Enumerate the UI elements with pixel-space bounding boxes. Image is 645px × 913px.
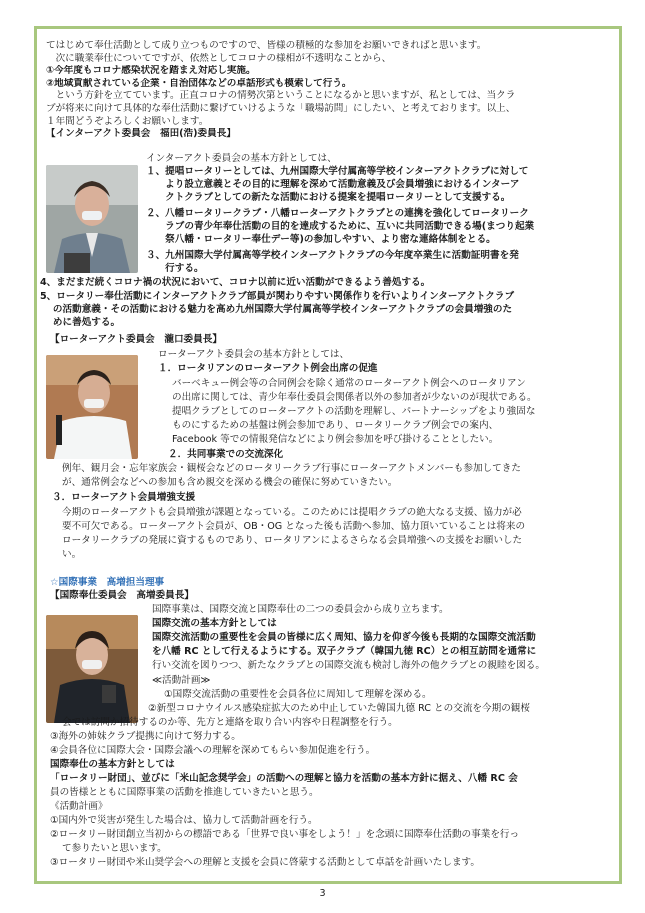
intl-policy-line: 行い交流を図りつつ、新たなクラブとの国際交流も検討し海外の他クラブとの親睦を図る。	[152, 660, 545, 671]
rotaract-sub3: ３．ローターアクト会員増強支援	[52, 492, 196, 503]
intl-plan-b-item: ②ロータリー財団創立当初からの標語である「世界で良い事をしよう！」を念頭に国際奉仕活動の事業を行っ	[50, 829, 520, 840]
intl-plan-b-item: て参りたいと思います。	[62, 843, 167, 854]
interact-item-full: 5、ロータリー奉仕活動にインターアクトクラブ部員が関わりやすい関係作りを行いよりインターアクトクラブ	[40, 291, 515, 302]
intl-service-line: 員の皆様とともに国際事業の活動を推進していきたいと思う。	[50, 787, 319, 798]
rotaract-heading: 【ローターアクト委員会 瀧口委員長】	[50, 334, 222, 345]
intro-line: １年間どうぞよろしくお願いします。	[46, 115, 209, 127]
interact-lead: インターアクト委員会の基本方針としては、	[146, 153, 337, 164]
interact-item: ３、九州国際大学付属高等学校インターアクトクラブの今年度卒業生に活動証明書を発	[146, 250, 519, 261]
rotaract-line: い。	[62, 549, 82, 560]
rotaract-line: バーベキュー例会等の合同例会を除く通常のローターアクト例会へのロータリアン	[172, 378, 526, 389]
rotaract-line: 今期のローターアクトも会員増強が課題となっている。このためには提唱クラブの絶大なる支援、協力が必	[62, 507, 522, 518]
interact-heading: 【インターアクト委員会 福田(浩)委員長】	[46, 128, 236, 140]
intl-plan-item: ①国際交流活動の重要性を会員各位に周知して理解を深める。	[164, 689, 432, 700]
interact-item: 行する。	[146, 263, 204, 274]
rotaract-line: 要不可欠である。ローターアクト会員が、OB・OG となった後も活動へ参加、協力頂いていることは将来の	[62, 521, 526, 532]
interact-item-full: 4、まだまだ続くコロナ禍の状況において、コロナ以前に近い活動ができるよう善処する。	[40, 277, 431, 288]
interact-item-full: の活動意義・その活動における魅力を高め九州国際大学付属高等学校インターアクトクラブの会員増強のた	[40, 304, 513, 315]
intl-plan-item: ④会員各位に国際大会・国際会議への理解を深めてもらい参加促進を行う。	[50, 745, 376, 756]
photo-rotaract-chair	[46, 355, 138, 459]
rotaract-line: が、通常例会などへの参加も含め親交を深める機会の確保に努めていきたい。	[62, 477, 398, 488]
intl-policy-line: を八幡 RC として行えるようにする。双子クラブ（韓国九徳 RC）との相互訪問を通常に	[152, 646, 537, 657]
intl-policy-line: 国際交流活動の重要性を会員の皆様に広く周知、協力を仰ぎ今後も長期的な国際交流活動	[152, 632, 536, 643]
intl-plan-item: ③海外の姉妹クラブ提携に向けて努力する。	[50, 731, 241, 742]
document-body	[46, 40, 611, 141]
photo-intl-chair	[46, 615, 138, 723]
intl-plan-item: 会では訪問か招待するのか等、先方と連絡を取り合い内容や日程調整を行う。	[62, 717, 398, 728]
intl-plan-b-item: ①国内外で災害が発生した場合は、協力して活動計画を行う。	[50, 815, 318, 826]
intl-plan-b-item: ③ロータリー財団や米山奨学会への理解と支援を会員に啓蒙する活動として卓話を計画いたします。	[50, 857, 480, 868]
intl-plan-item: ②新型コロナウイルス感染症拡大のため中止していた韓国九德 RC との交流を今期の観桜	[148, 703, 530, 714]
intro-line: ブが将来に向けて具体的な奉仕活動に繋げていけるような「職場訪問」にしたい、と考えております。以上、	[46, 102, 516, 114]
intl-plan-title: ≪活動計画≫	[152, 675, 211, 686]
intl-service-line: 「ロータリー財団」、並びに「米山記念奨学会」の活動への理解と協力を活動の基本方針に据え、八幡 RC 会	[50, 773, 518, 784]
intro-line: ①今年度もコロナ感染状況を踏まえ対応し実施。	[46, 65, 256, 77]
interact-item: ２、八幡ロータリークラブ・八幡ローターアクトクラブとの連携を強化してロータリーク	[146, 208, 529, 219]
rotaract-line: Facebook 等での情報発信などにより例会参加を呼び掛けることとしたい。	[172, 434, 499, 445]
rotaract-lead: ローターアクト委員会の基本方針としては、	[158, 349, 350, 360]
interact-item: より設立意義とその目的に理解を深めて活動意義及び会員増強におけるインターア	[146, 179, 520, 190]
interact-item: １、提唱ロータリーとしては、九州国際大学付属高等学校インターアクトクラブに対して	[146, 166, 529, 177]
page-number: 3	[319, 888, 326, 899]
rotaract-line: 提唱クラブとしてのローターアクトの活動を理解し、パートナーシップをより強固な	[172, 406, 536, 417]
interact-item: 祭八幡・ロータリー奉仕デー等)の参加しやすい、より密な連絡体制をとる。	[146, 234, 496, 245]
rotaract-sub1: １．ロータリアンのローターアクト例会出席の促進	[158, 363, 378, 374]
intro-line: という方針を立てています。正直コロナの情勢次第ということになるかと思いますが、私としては、当クラ	[46, 90, 516, 102]
intl-plan-title2: 《活動計画》	[50, 801, 108, 812]
interact-item: クトクラブとしての新たな活動における提案を提唱ロータリーとして支援する。	[146, 192, 511, 203]
rotaract-line: ロータリークラブの発展に資するものであり、ロータリアンによるさらなる会員増強への支援をお願いした	[62, 535, 523, 546]
intl-policy-title: 国際交流の基本方針としては	[152, 618, 277, 629]
rotaract-sub2: ２．共同事業での交流深化	[168, 449, 284, 460]
photo-interact-chair	[46, 165, 138, 273]
rotaract-line: 例年、観月会・忘年家族会・観桜会などのロータリークラブ行事にローターアクトメンバーも参加してきた	[62, 463, 521, 474]
intl-heading: 【国際奉仕委員会 高増委員長】	[50, 590, 194, 601]
intro-line: ②地域貢献されている企業・自治団体などの卓話形式も模索して行う。	[46, 77, 352, 89]
rotaract-line: ものにするための基盤は例会参加であり、ロータリークラブ例会での案内、	[172, 420, 499, 431]
intl-service-title: 国際奉仕の基本方針としては	[50, 759, 175, 770]
rotaract-line: の出席に関しては、青少年奉仕委員会関係者以外の参加者が少ないのが現状である。	[172, 392, 537, 403]
interact-item: ラブの青少年奉仕活動の目的を達成するために、互いに共同活動できる場(まつり起業	[146, 221, 535, 232]
intl-section-title: ☆国際事業 高増担当理事	[50, 577, 165, 588]
intl-lead: 国際事業は、国際交流と国際奉仕の二つの委員会から成り立ちます。	[152, 604, 449, 615]
interact-item-full: めに善処する。	[40, 317, 121, 328]
intro-line: 次に職業奉仕についてですが、依然としてコロナの様相が不透明なことから、	[46, 52, 392, 64]
intro-line: てはじめて奉仕活動として成り立つものですので、皆様の積極的な参加をお願いできればと思います。	[46, 40, 487, 51]
